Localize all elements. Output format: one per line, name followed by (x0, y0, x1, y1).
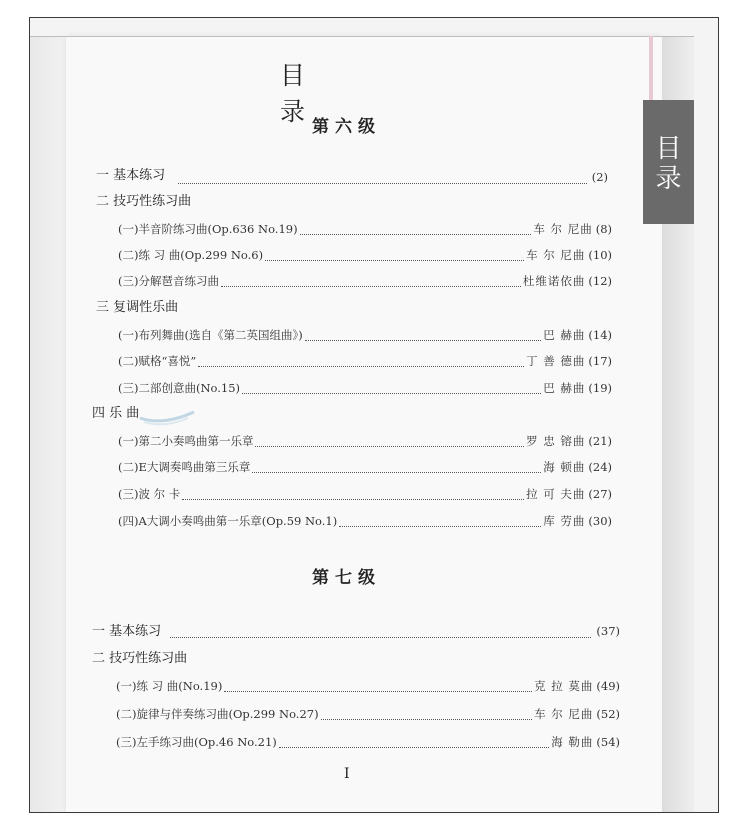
toc-entry-composer: 拉 可 夫曲 (526, 487, 586, 501)
toc-entry (118, 433, 612, 449)
g7-section-1-page: (37) (596, 624, 620, 638)
toc-entry (116, 706, 620, 722)
toc-entry-title: (二)旋律与伴奏练习曲(Op.299 No.27) (116, 707, 319, 721)
toc-entry (118, 273, 612, 289)
toc-entry (118, 327, 612, 343)
toc-entry-title: (二)练 习 曲(Op.299 No.6) (118, 248, 264, 262)
g6-section-1-leader (176, 170, 608, 186)
toc-entry-title: (一)第二小奏鸣曲第一乐章 (118, 434, 254, 448)
toc-entry-composer: 车 尔 尼曲 (526, 248, 586, 262)
toc-entry-composer: 车 尔 尼曲 (534, 707, 594, 721)
toc-entry-page: (30) (588, 514, 612, 528)
toc-side-tab (643, 100, 694, 224)
toc-entry-title: (二)E大调奏鸣曲第三乐章 (118, 460, 251, 474)
toc-entry-title: (一)布列舞曲(选自《第二英国组曲》) (118, 328, 303, 342)
g7-section-2-label: 二 技巧性练习曲 (92, 651, 188, 666)
toc-entry (118, 513, 612, 529)
side-tab-char-2: 录 (655, 164, 682, 194)
toc-entry-composer: 丁 善 德曲 (526, 354, 586, 368)
watermark-swoosh (138, 404, 198, 428)
toc-entry-page: (21) (588, 434, 612, 448)
toc-entry-page: (17) (588, 354, 612, 368)
page-number: I (344, 766, 350, 782)
g7-section-1-leader (168, 624, 620, 640)
toc-entry-page: (49) (596, 679, 620, 693)
ribbon-marker (649, 36, 653, 102)
toc-entry (118, 221, 612, 237)
toc-entry-composer: 库 劳曲 (543, 514, 586, 528)
book-gutter-shadow (30, 36, 66, 812)
toc-entry-page: (52) (596, 707, 620, 721)
toc-entry-title: (三)分解琶音练习曲 (118, 274, 219, 288)
toc-entry (118, 247, 612, 263)
toc-entry (118, 353, 612, 369)
grade7-heading: 第七级 (312, 568, 381, 588)
toc-entry-title: (三)二部创意曲(No.15) (118, 381, 241, 395)
toc-entry-composer: 罗 忠 镕曲 (526, 434, 586, 448)
grade6-heading: 第六级 (312, 117, 381, 137)
toc-entry-title: (三)左手练习曲(Op.46 No.21) (116, 735, 277, 749)
toc-entry-page: (10) (588, 248, 612, 262)
toc-entry-page: (24) (588, 460, 612, 474)
toc-entry-composer: 巴 赫曲 (543, 328, 586, 342)
toc-entry (118, 380, 612, 396)
page-title: 目录 (280, 61, 354, 126)
g6-section-3-label: 三 复调性乐曲 (96, 300, 179, 315)
toc-entry-title: (三)波 尔 卡 (118, 487, 181, 501)
toc-entry-page: (14) (588, 328, 612, 342)
side-tab-char-1: 目 (655, 134, 682, 164)
toc-entry-composer: 海 顿曲 (543, 460, 586, 474)
toc-entry (116, 734, 620, 750)
toc-entry-page: (54) (596, 735, 620, 749)
toc-entry (118, 486, 612, 502)
toc-entry-composer: 车 尔 尼曲 (533, 222, 593, 236)
g6-section-1-label: 一 基本练习 (96, 168, 166, 183)
toc-entry-page: (12) (588, 274, 612, 288)
g6-section-1-page: (2) (591, 170, 608, 184)
toc-entry-title: (二)赋格“喜悦” (118, 354, 197, 368)
toc-entry-page: (27) (588, 487, 612, 501)
toc-entry-composer: 杜维诺依曲 (522, 274, 586, 288)
toc-entry-page: (19) (588, 381, 612, 395)
toc-entry-title: (四)A大调小奏鸣曲第一乐章(Op.59 No.1) (118, 514, 338, 528)
toc-entry-composer: 巴 赫曲 (543, 381, 586, 395)
page-top-edge (30, 36, 694, 37)
g7-section-1-label: 一 基本练习 (92, 624, 162, 639)
g6-section-4-label: 四 乐 曲 (92, 406, 140, 421)
toc-entry-title: (一)练 习 曲(No.19) (116, 679, 223, 693)
toc-entry-title: (一)半音阶练习曲(Op.636 No.19) (118, 222, 298, 236)
toc-entry (116, 678, 620, 694)
toc-entry-composer: 海 勒曲 (551, 735, 594, 749)
toc-entry-page: (8) (595, 222, 612, 236)
toc-entry-composer: 克 拉 莫曲 (534, 679, 594, 693)
toc-entry (118, 459, 612, 475)
g6-section-2-label: 二 技巧性练习曲 (96, 194, 192, 209)
